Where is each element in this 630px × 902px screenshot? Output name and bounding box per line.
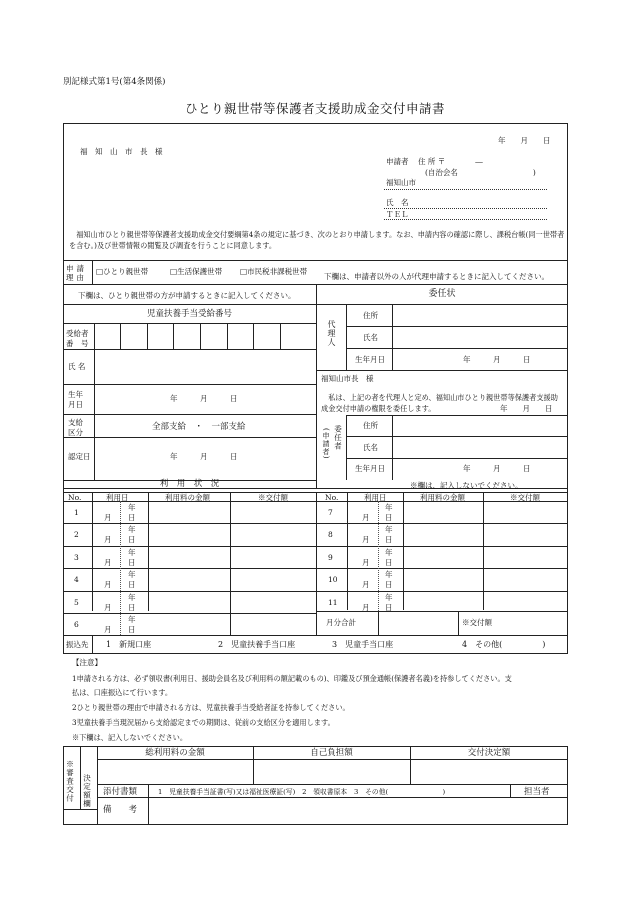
col-no-right: No. — [325, 493, 339, 502]
transfer-child-support-account[interactable]: 2 児童扶養手当口座 — [218, 640, 296, 649]
proxy-date: 年 月 日 — [500, 404, 553, 413]
usage-year: 年 — [128, 525, 136, 535]
usage-note: ※欄は、記入しないでください。 — [410, 481, 523, 490]
transfer-other[interactable]: 4 その他( ) — [462, 640, 546, 649]
name-line — [384, 208, 547, 209]
usage-day: 日 — [128, 557, 136, 567]
principal-birth-value: 年 月 日 — [463, 464, 531, 473]
monthly-total-label: 月分合計 — [326, 618, 356, 627]
staff-label: 担当者 — [524, 787, 550, 797]
application-date: 年 月 日 — [498, 136, 551, 145]
notes-title: 【注意】 — [72, 658, 102, 667]
address-line — [384, 189, 547, 190]
transfer-child-allowance-account[interactable]: 3 児童手当口座 — [332, 640, 394, 649]
address-label: 住 所 〒 ― — [418, 157, 483, 166]
usage-year: 年 — [385, 570, 393, 580]
usage-day: 日 — [128, 602, 136, 612]
jichikai-field[interactable]: (自治会名 ) — [425, 168, 536, 177]
city-label: 福知山市 — [386, 178, 416, 187]
certification-label: 認定日 — [68, 452, 91, 461]
usage-row-no: 2 — [74, 530, 79, 540]
agent-birth-value: 年 月 日 — [463, 355, 531, 364]
col-grant-left: ※交付額 — [258, 493, 288, 502]
reason-welfare[interactable]: □生活保護世帯 — [170, 267, 223, 276]
agent-label: 代理人 — [327, 320, 336, 347]
agent-address-label: 住所 — [363, 311, 378, 320]
note-2: 2ひとり親世帯の理由で申請される方は、児童扶養手当受給者証を持参してください。 — [72, 703, 350, 712]
remarks-label: 備 考 — [103, 805, 138, 815]
usage-month: 月 — [104, 602, 112, 612]
usage-day: 日 — [385, 602, 393, 612]
reason-single-parent[interactable]: □ひとり親世帯 — [96, 267, 149, 276]
usage-year: 年 — [385, 503, 393, 512]
principal-birth-label: 生年月日 — [355, 464, 385, 473]
usage-row-no: 3 — [74, 552, 79, 562]
office-side-label: ※審査交付 — [65, 760, 75, 803]
principal-label: 委任者 — [333, 425, 343, 451]
usage-row-no: 1 — [74, 508, 79, 517]
addressee: 福 知 山 市 長 様 — [80, 147, 163, 156]
child-birth-value: 年 月 日 — [170, 394, 238, 403]
usage-month: 月 — [104, 557, 112, 567]
usage-month: 月 — [104, 580, 112, 590]
attached-docs-list: 1 児童扶養手当証書(写)又は福祉医療証(写) 2 領収書原本 3 その他( ) — [158, 788, 446, 796]
principal-name-label: 氏名 — [363, 443, 378, 452]
usage-heading: 利 用 状 況 — [159, 479, 220, 489]
reason-label: 申請理由 — [66, 264, 87, 283]
usage-year: 年 — [385, 547, 393, 557]
child-allowance-heading: 児童扶養手当受給番号 — [146, 309, 232, 319]
declaration-text: 福知山市ひとり親世帯等保護者支援助成金交付要綱第4条の規定に基づき、次のとおり申請します。なお、申請内容の確認に際し、課税台帳(同一世帯者を含む。)及び世帯情報の閲覧及び調査を行うことに同意します。 — [69, 230, 565, 251]
total-fee-label: 総利用料の金額 — [145, 748, 205, 758]
col-grant-right: ※交付額 — [510, 493, 540, 502]
usage-year: 年 — [385, 525, 393, 535]
usage-day: 日 — [128, 580, 136, 590]
child-birth-label: 生年月日 — [68, 390, 83, 409]
col-date-left: 利用日 — [106, 493, 129, 502]
principal-sub: (申請者) — [322, 428, 330, 460]
proxy-text: 私は、上記の者を代理人と定め、福知山市ひとり親世帯等保護者支援助成金交付申請の権限を委任します。 — [321, 393, 558, 413]
agent-birth-label: 生年月日 — [355, 355, 385, 364]
usage-month: 月 — [104, 625, 112, 634]
usage-day: 日 — [385, 557, 393, 567]
self-pay-label: 自己負担額 — [310, 748, 353, 758]
transfer-new-account[interactable]: 1 新規口座 — [106, 640, 152, 649]
usage-row-no: 9 — [328, 552, 333, 562]
usage-month: 月 — [104, 535, 112, 545]
col-fee-right: 利用料の金額 — [420, 493, 465, 502]
usage-month: 月 — [362, 580, 370, 590]
col-date-right: 利用日 — [364, 493, 387, 502]
tel-label: ＴＥＬ — [386, 210, 409, 219]
note-4: ※下欄は、記入しないでください。 — [72, 733, 188, 742]
transfer-label: 振込先 — [66, 640, 89, 649]
usage-month: 月 — [362, 513, 370, 522]
usage-month: 月 — [362, 535, 370, 545]
attached-docs-label: 添付書類 — [103, 787, 138, 797]
usage-day: 日 — [385, 513, 393, 522]
recipient-number-label: 受給者番 号 — [66, 329, 89, 349]
usage-row-no: 10 — [328, 575, 338, 585]
single-parent-note: 下欄は、ひとり親世帯の方が申請するときに記入してください。 — [78, 291, 296, 300]
mayor-addressee: 福知山市長 様 — [321, 374, 374, 383]
office-side-label-2: 決定額欄 — [82, 774, 92, 808]
name-label: 氏 名 — [386, 198, 409, 207]
note-1b: 払は、口座振込にて行います。 — [72, 688, 173, 697]
form-number: 別記様式第1号(第4条関係) — [63, 77, 166, 87]
usage-month: 月 — [362, 557, 370, 567]
note-1a: 1申請される方は、必ず領収書(利用日、援助会員名及び利用料の額記載のもの)、印鑑及び預金通帳(保護者名義)を持参してください。支 — [72, 674, 512, 683]
tel-line — [384, 219, 547, 220]
usage-day: 日 — [128, 625, 136, 634]
proxy-note: 下欄は、申請者以外の人が代理申請するときに記入してください。 — [324, 272, 549, 281]
usage-day: 日 — [385, 535, 393, 545]
payment-type-label: 支給区分 — [68, 418, 83, 437]
grant-total-label: ※交付額 — [462, 618, 492, 627]
usage-row-no: 8 — [328, 530, 333, 540]
note-3: 3児童扶養手当現況届から支給認定までの期間は、従前の支給区分を適用します。 — [72, 718, 335, 727]
usage-year: 年 — [385, 592, 393, 602]
usage-row-no: 11 — [328, 597, 338, 607]
form-title: ひとり親世帯等保護者支援助成金交付申請書 — [184, 101, 445, 116]
usage-year: 年 — [128, 570, 136, 580]
col-fee-left: 利用料の金額 — [165, 493, 210, 502]
agent-name-label: 氏名 — [363, 333, 378, 342]
usage-year: 年 — [128, 503, 136, 512]
decided-amount-label: 交付決定額 — [467, 748, 511, 758]
usage-day: 日 — [128, 535, 136, 545]
usage-month: 月 — [362, 602, 370, 612]
child-name-label: 氏 名 — [68, 362, 86, 371]
usage-row-no: 7 — [328, 508, 333, 517]
usage-year: 年 — [128, 592, 136, 602]
usage-day: 日 — [128, 513, 136, 522]
proxy-heading: 委任状 — [428, 289, 456, 299]
reason-tax-exempt[interactable]: □市民税非課税世帯 — [240, 267, 308, 276]
usage-month: 月 — [104, 513, 112, 522]
usage-row-no: 6 — [74, 620, 79, 629]
applicant-label: 申請者 — [386, 157, 409, 166]
col-no-left: No. — [68, 493, 82, 502]
principal-address-label: 住所 — [363, 421, 378, 430]
usage-day: 日 — [385, 580, 393, 590]
payment-type-value[interactable]: 全部支給 ・ 一部支給 — [152, 422, 246, 432]
certification-value: 年 月 日 — [170, 452, 238, 461]
usage-row-no: 4 — [74, 575, 79, 585]
usage-year: 年 — [128, 615, 136, 624]
usage-year: 年 — [128, 547, 136, 557]
usage-row-no: 5 — [74, 597, 79, 607]
